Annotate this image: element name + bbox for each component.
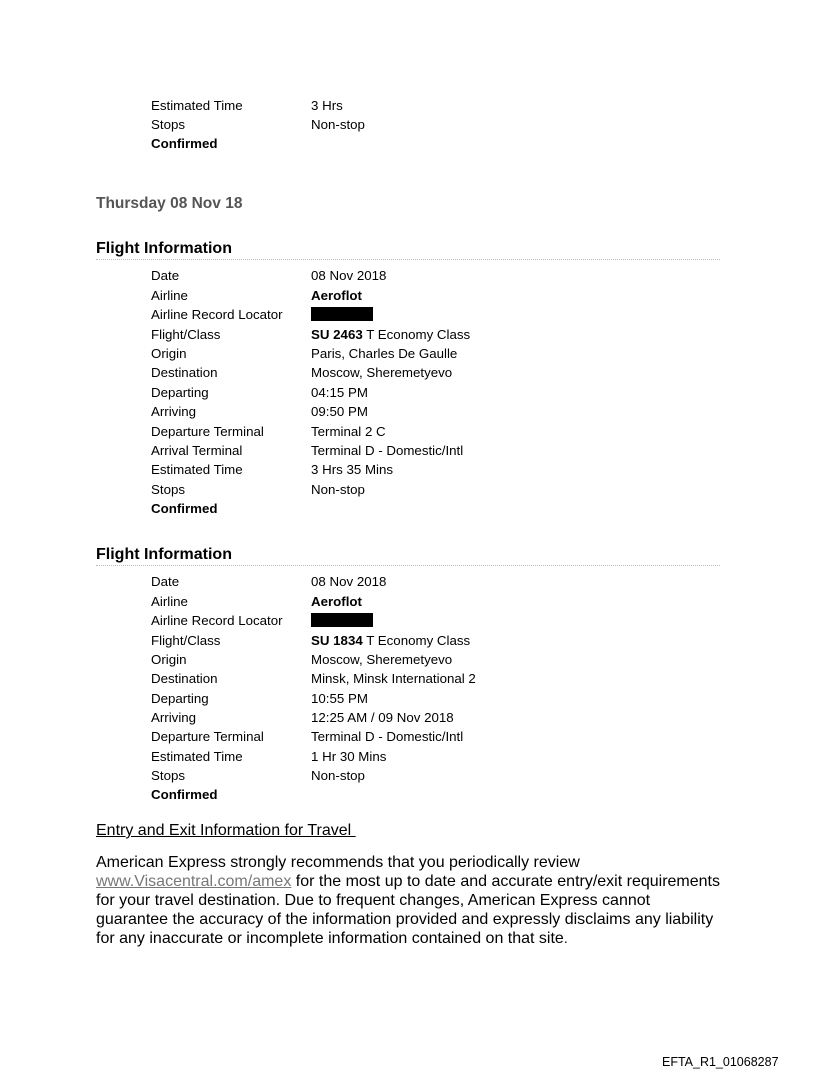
flight-class-label: Flight/Class (151, 633, 221, 648)
airline-label: Airline (151, 594, 188, 609)
origin-row (0, 344, 816, 364)
flight-class-row (0, 631, 816, 651)
day-heading: Thursday 08 Nov 18 (96, 195, 243, 212)
stops-label: Stops (151, 117, 186, 132)
departing-row (0, 689, 816, 709)
arriving-row (0, 402, 816, 422)
flight-information-heading: Flight Information (96, 545, 720, 566)
origin-value: Moscow, Sheremetyevo (311, 652, 453, 667)
stops-row (0, 115, 816, 135)
stops-value: Non-stop (311, 482, 365, 497)
stops-value: Non-stop (311, 117, 365, 132)
stops-label: Stops (151, 768, 186, 783)
departing-label: Departing (151, 691, 209, 706)
departing-label: Departing (151, 385, 209, 400)
destination-row (0, 669, 816, 689)
estimated-time-value: 3 Hrs 35 Mins (311, 462, 394, 477)
date-label: Date (151, 574, 180, 589)
estimated-time-row (0, 96, 816, 116)
airline-value: Aeroflot (311, 594, 362, 609)
entry-exit-text-start: American Express strongly recommends that you periodically review (96, 854, 580, 871)
entry-exit-text-rest: for the most up to date and accurate entry/exit requirements for your travel destination. Due to frequent changes, American Express cannot guarantee the accuracy of the information provided and expressly disclaims any liability for any inaccurate or incomplete information contained on that site (96, 873, 720, 947)
entry-exit-paragraph (96, 853, 726, 948)
confirmed-status: Confirmed (151, 501, 218, 516)
document-id: EFTA_R1_01068287 (662, 1055, 779, 1069)
departure-terminal-value: Terminal 2 C (311, 424, 386, 439)
redacted-record-locator (311, 307, 373, 321)
record-locator-label: Airline Record Locator (151, 613, 283, 628)
flight-class-label: Flight/Class (151, 327, 221, 342)
entry-exit-final-period: . (563, 930, 568, 946)
visacentral-link[interactable]: www.Visacentral.com/amex (96, 873, 292, 890)
airline-value: Aeroflot (311, 288, 362, 303)
date-label: Date (151, 268, 180, 283)
date-value: 08 Nov 2018 (311, 268, 387, 283)
destination-row (0, 363, 816, 383)
estimated-time-value: 1 Hr 30 Mins (311, 749, 387, 764)
flight-number: SU 2463 (311, 327, 363, 342)
confirmed-status: Confirmed (151, 136, 218, 151)
arrival-terminal-label: Arrival Terminal (151, 443, 243, 458)
date-row (0, 572, 816, 592)
flight-number: SU 1834 (311, 633, 363, 648)
destination-label: Destination (151, 365, 218, 380)
origin-label: Origin (151, 346, 187, 361)
arrival-terminal-row (0, 441, 816, 461)
arriving-row (0, 708, 816, 728)
airline-label: Airline (151, 288, 188, 303)
estimated-time-row (0, 747, 816, 767)
stops-value: Non-stop (311, 768, 365, 783)
origin-row (0, 650, 816, 670)
arriving-value: 12:25 AM / 09 Nov 2018 (311, 710, 454, 725)
arriving-label: Arriving (151, 710, 197, 725)
date-row (0, 266, 816, 286)
origin-value: Paris, Charles De Gaulle (311, 346, 458, 361)
departing-value: 10:55 PM (311, 691, 368, 706)
stops-label: Stops (151, 482, 186, 497)
redacted-record-locator (311, 613, 373, 627)
flight-class-row (0, 325, 816, 345)
fare-class: T Economy Class (366, 633, 471, 648)
arrival-terminal-value: Terminal D - Domestic/Intl (311, 443, 464, 458)
estimated-time-row (0, 460, 816, 480)
departing-value: 04:15 PM (311, 385, 368, 400)
arriving-label: Arriving (151, 404, 197, 419)
airline-row (0, 286, 816, 306)
departure-terminal-label: Departure Terminal (151, 424, 264, 439)
entry-exit-heading: Entry and Exit Information for Travel (96, 822, 356, 839)
destination-value: Minsk, Minsk International 2 (311, 671, 476, 686)
flight-information-heading: Flight Information (96, 239, 720, 260)
departure-terminal-value: Terminal D - Domestic/Intl (311, 729, 464, 744)
estimated-time-value: 3 Hrs (311, 98, 343, 113)
confirmed-status: Confirmed (151, 787, 218, 802)
record-locator-row (0, 611, 816, 631)
stops-row (0, 480, 816, 500)
arriving-value: 09:50 PM (311, 404, 368, 419)
airline-row (0, 592, 816, 612)
record-locator-label: Airline Record Locator (151, 307, 283, 322)
date-value: 08 Nov 2018 (311, 574, 387, 589)
departure-terminal-row (0, 727, 816, 747)
stops-row (0, 766, 816, 786)
record-locator-row (0, 305, 816, 325)
departure-terminal-row (0, 422, 816, 442)
departure-terminal-label: Departure Terminal (151, 729, 264, 744)
fare-class: T Economy Class (366, 327, 471, 342)
departing-row (0, 383, 816, 403)
estimated-time-label: Estimated Time (151, 749, 243, 764)
estimated-time-label: Estimated Time (151, 98, 243, 113)
destination-label: Destination (151, 671, 218, 686)
destination-value: Moscow, Sheremetyevo (311, 365, 453, 380)
origin-label: Origin (151, 652, 187, 667)
estimated-time-label: Estimated Time (151, 462, 243, 477)
